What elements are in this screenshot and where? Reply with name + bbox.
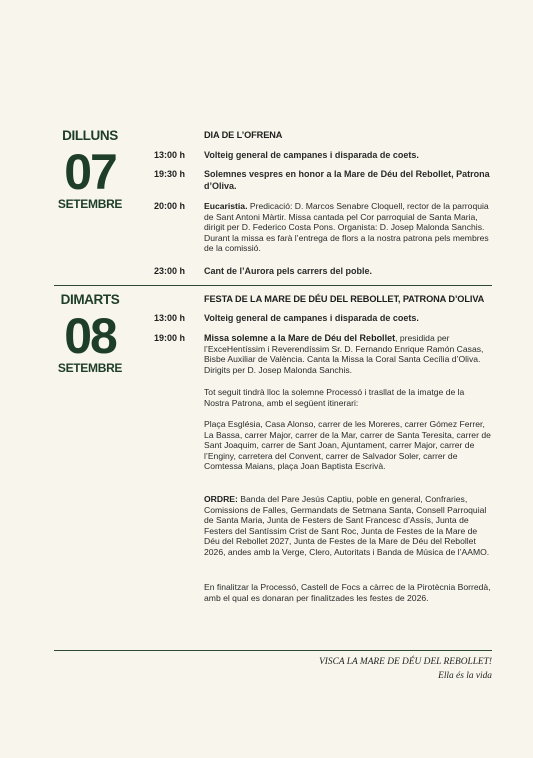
event-time: 13:00 h: [154, 313, 186, 323]
paragraph-itinerary: Plaça Església, Casa Alonso, carrer de les Moreres, carrer Gómez Ferrer, La Bassa, carrer Major, carrer de la Mar, carrer de Santa Teresita, carrer de Sant Joaquim, carrer de Sant Joan, Ajuntament, carrer Major, carrer de l’Enginy, carretera del Convent, carrer de Salvador Soler, carrer de Comtessa Maians, plaça Joan Baptista Escrivà.: [204, 419, 491, 472]
event-time: 19:00 h: [154, 333, 186, 343]
footer-line-2: Ella és la vida: [438, 671, 492, 681]
footer-divider: [54, 650, 492, 651]
paragraph-order: [204, 494, 492, 558]
event-body: , presidida per l’ExceHentíssim i Reverendíssim Sr. D. Fernando Enrique Ramón Casas, Bisbe Auxiliar de València. Canta la Missa la Coral Santa Cecília d’Oliva. Dirigits per D. Josep Malonda Sanchis.: [204, 333, 484, 375]
day-heading: FESTA DE LA MARE DE DÉU DEL REBOLLET, PATRONA D’OLIVA: [204, 294, 485, 304]
event-time: 13:00 h: [154, 150, 186, 160]
day-block-tuesday: [54, 292, 126, 375]
day-number: 07: [64, 144, 116, 200]
event-body: Predicació: D. Marcos Senabre Cloquell, rector de la parroquia de Sant Antoni Màrtir. Missa cantada pel Cor parroquial de Santa Maria, dirigit per D. Federico Costa Pons. Organista: D. Josep Malonda Sanchis. Durant la missa es farà l’entrega de flors a la nostra patrona pels membres de la comissió.: [204, 201, 489, 254]
month-label: SETEMBRE: [57, 361, 123, 375]
month-label: SETEMBRE: [57, 197, 123, 211]
event-title: Missa solemne a la Mare de Déu del Rebollet: [204, 333, 396, 343]
section-divider: [54, 285, 492, 286]
event-description: Solemnes vespres en honor a la Mare de Déu del Rebollet, Patrona d’Oliva.: [204, 169, 490, 191]
day-block-monday: [54, 128, 126, 211]
event-description: Volteig general de campanes i disparada de coets.: [204, 150, 419, 160]
event-description: Volteig general de campanes i disparada de coets.: [204, 313, 419, 323]
order-label: ORDRE:: [204, 494, 238, 504]
weekday-label: DILLUNS: [62, 128, 118, 143]
footer-line-1: VISCA LA MARE DE DÉU DEL REBOLLET!: [319, 657, 492, 667]
event-description: Cant de l’Aurora pels carrers del poble.: [204, 266, 373, 276]
event-description: [204, 201, 492, 254]
event-title: Eucaristia.: [204, 201, 248, 211]
paragraph-fireworks: En finalitzar la Processó, Castell de Focs a càrrec de la Pirotècnia Borredà, amb el qual es donaran per finalitzades les festes de 2026.: [204, 582, 491, 603]
event-description: [204, 333, 492, 375]
event-time: 19:30 h: [154, 169, 186, 179]
order-text: Banda del Pare Jesús Captiu, poble en general, Confraries, Comissions de Falles, Germandats de Setmana Santa, Consell Parroquial de Santa Maria, Junta de Festers de Sant Francesc d’Assís, Junta de Festers del Santíssim Crist de Sant Roc, Junta de Festes de la Mare de Déu del Rebollet 2027, Junta de Festes de la Mare de Déu del Rebollet 2026, andes amb la Verge, Clero, Autoritats i Banda de Música de l’AAMO.: [204, 494, 490, 557]
paragraph-procession-intro: Tot seguit tindrà lloc la solemne Processó i trasllat de la imatge de la Nostra Patrona, amb el següent itinerari:: [204, 387, 465, 408]
event-time: 20:00 h: [154, 201, 186, 211]
day-number: 08: [64, 308, 116, 364]
weekday-label: DIMARTS: [60, 292, 120, 307]
event-time: 23:00 h: [154, 266, 186, 276]
day-heading: DIA DE L’OFRENA: [204, 130, 283, 140]
